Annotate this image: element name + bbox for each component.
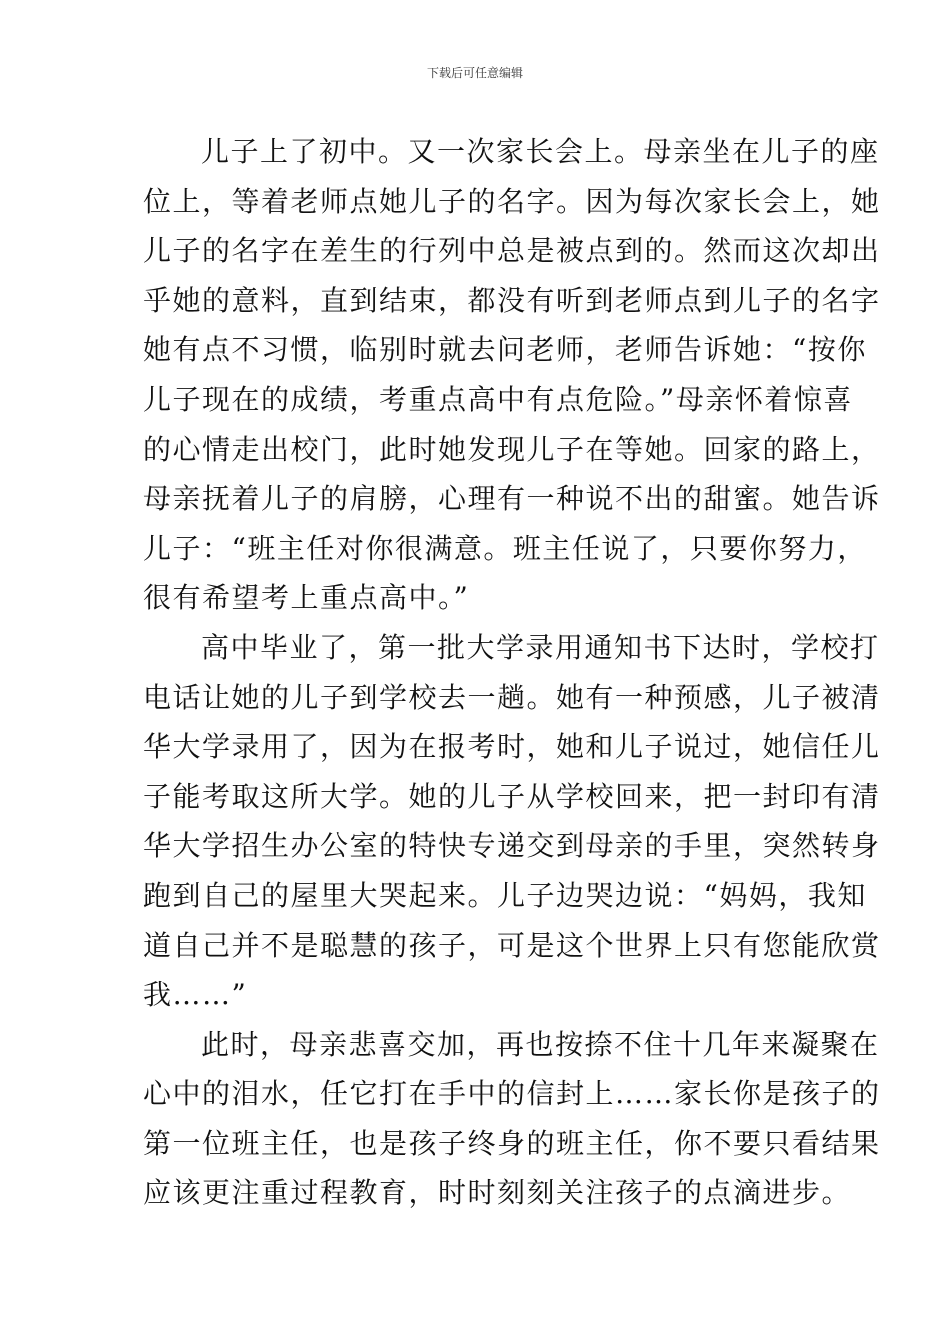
- text-line: 华大学招生办公室的特快专递交到母亲的手里，突然转身: [143, 829, 881, 863]
- text-line: 道自己并不是聪慧的孩子，可是这个世界上只有您能欣赏: [143, 928, 881, 962]
- text-line: 儿子：“班主任对你很满意。班主任说了，只要你努力，: [143, 531, 867, 565]
- text-line: 位上，等着老师点她儿子的名字。因为每次家长会上，她: [143, 184, 881, 218]
- page-header: 下载后可任意编辑: [426, 66, 523, 80]
- text-line: 此时，母亲悲喜交加，再也按捺不住十几年来凝聚在: [201, 1027, 880, 1061]
- text-line: 高中毕业了，第一批大学录用通知书下达时，学校打: [201, 630, 880, 664]
- text-line: 我……”: [143, 978, 248, 1012]
- text-line: 儿子现在的成绩，考重点高中有点危险。”母亲怀着惊喜: [143, 382, 853, 416]
- text-line: 第一位班主任，也是孩子终身的班主任，你不要只看结果: [143, 1126, 881, 1160]
- text-line: 儿子上了初中。又一次家长会上。母亲坐在儿子的座: [201, 135, 880, 168]
- text-line: 心中的泪水，任它打在手中的信封上……家长你是孩子的: [143, 1077, 881, 1111]
- text-line: 应该更注重过程教育，时时刻刻关注孩子的点滴进步。: [143, 1176, 852, 1210]
- text-line: 子能考取这所大学。她的儿子从学校回来，把一封印有清: [143, 779, 881, 813]
- text-line: 跑到自己的屋里大哭起来。儿子边哭边说：“妈妈，我知: [143, 878, 867, 912]
- document-body: [143, 127, 881, 1218]
- text-line: 的心情走出校门，此时她发现儿子在等她。回家的路上，: [143, 432, 881, 466]
- text-line: 电话让她的儿子到学校去一趟。她有一种预感，儿子被清: [143, 680, 881, 714]
- text-line: 乎她的意料，直到结束，都没有听到老师点到儿子的名字: [143, 283, 881, 317]
- text-line: 母亲抚着儿子的肩膀，心理有一种说不出的甜蜜。她告诉: [143, 482, 881, 516]
- text-line: 华大学录用了，因为在报考时，她和儿子说过，她信任儿: [143, 730, 881, 764]
- text-line: 儿子的名字在差生的行列中总是被点到的。然而这次却出: [143, 234, 881, 268]
- text-line: 很有希望考上重点高中。”: [143, 581, 470, 615]
- text-line: 她有点不习惯，临别时就去问老师，老师告诉她：“按你: [143, 333, 867, 367]
